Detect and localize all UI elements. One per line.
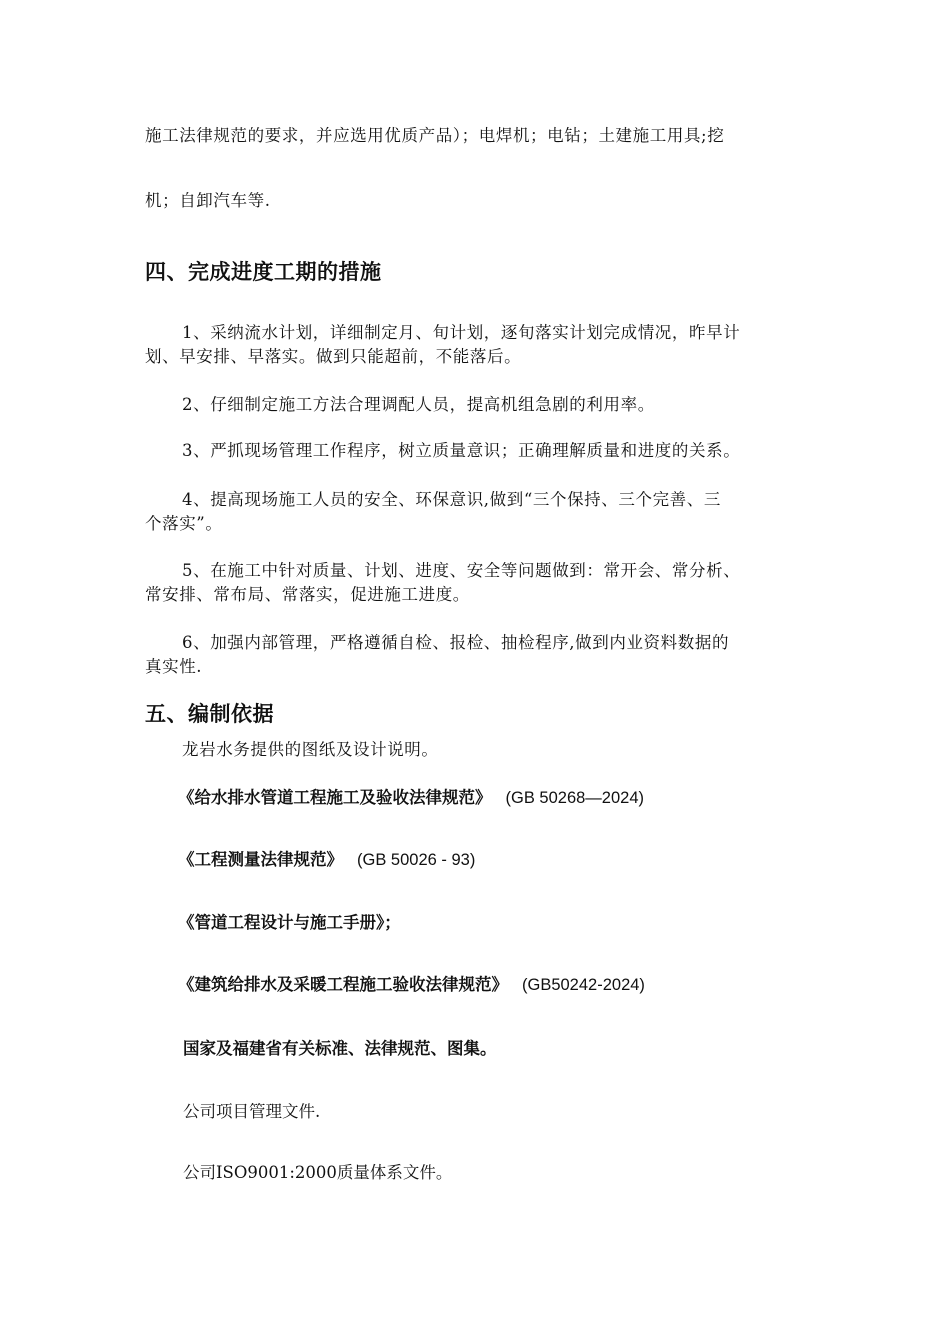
measure-6-line-2: 真实性. xyxy=(145,657,203,676)
reference-item xyxy=(178,785,644,811)
reference-code: (GB 50268—2024) xyxy=(505,789,645,807)
reference-item xyxy=(178,847,475,873)
reference-item xyxy=(178,972,645,998)
reference-title: 《工程测量法律规范》 xyxy=(178,850,343,869)
measure-1-line-1: 1、采纳流水计划，详细制定月、旬计划，逐旬落实计划完成情况，昨早计 xyxy=(182,323,741,342)
intro-line-1: 施工法律规范的要求，并应选用优质产品）；电焊机；电钻；土建施工用具;挖 xyxy=(145,126,725,145)
national-standards: 国家及福建省有关标准、法律规范、图集。 xyxy=(183,1039,497,1058)
reference-item xyxy=(178,910,401,936)
basis-intro: 龙岩水务提供的图纸及设计说明。 xyxy=(182,740,439,759)
measure-4-line-1: 4、提高现场施工人员的安全、环保意识,做到“三个保持、三个完善、三 xyxy=(182,490,721,509)
section-4-heading: 四、完成进度工期的措施 xyxy=(145,260,382,284)
measure-6-line-1: 6、加强内部管理，严格遵循自检、报检、抽检程序,做到内业资料数据的 xyxy=(182,633,730,652)
measure-3-line-1: 3、严抓现场管理工作程序，树立质量意识；正确理解质量和进度的关系。 xyxy=(182,441,741,460)
reference-title: 《给水排水管道工程施工及验收法律规范》 xyxy=(178,788,492,807)
reference-code: (GB50242-2024) xyxy=(522,976,645,994)
company-document-2: 公司ISO9001:2000质量体系文件。 xyxy=(183,1163,453,1182)
reference-title: 《建筑给排水及采暖工程施工验收法律规范》 xyxy=(178,975,508,994)
intro-line-2: 机；自卸汽车等. xyxy=(145,191,271,210)
measure-5-line-2: 常安排、常布局、常落实，促进施工进度。 xyxy=(145,585,470,604)
measure-4-line-2: 个落实”。 xyxy=(145,514,223,533)
measure-1-line-2: 划、早安排、早落实。做到只能超前，不能落后。 xyxy=(145,347,522,366)
reference-code: (GB 50026 - 93) xyxy=(357,851,476,869)
section-5-heading: 五、编制依据 xyxy=(145,702,274,726)
measure-2-line-1: 2、仔细制定施工方法合理调配人员，提高机组急剧的利用率。 xyxy=(182,395,655,414)
company-document-1: 公司项目管理文件. xyxy=(183,1102,321,1121)
measure-5-line-1: 5、在施工中针对质量、计划、进度、安全等问题做到：常开会、常分析、 xyxy=(182,561,741,580)
reference-title: 《管道工程设计与施工手册》； xyxy=(178,913,401,932)
